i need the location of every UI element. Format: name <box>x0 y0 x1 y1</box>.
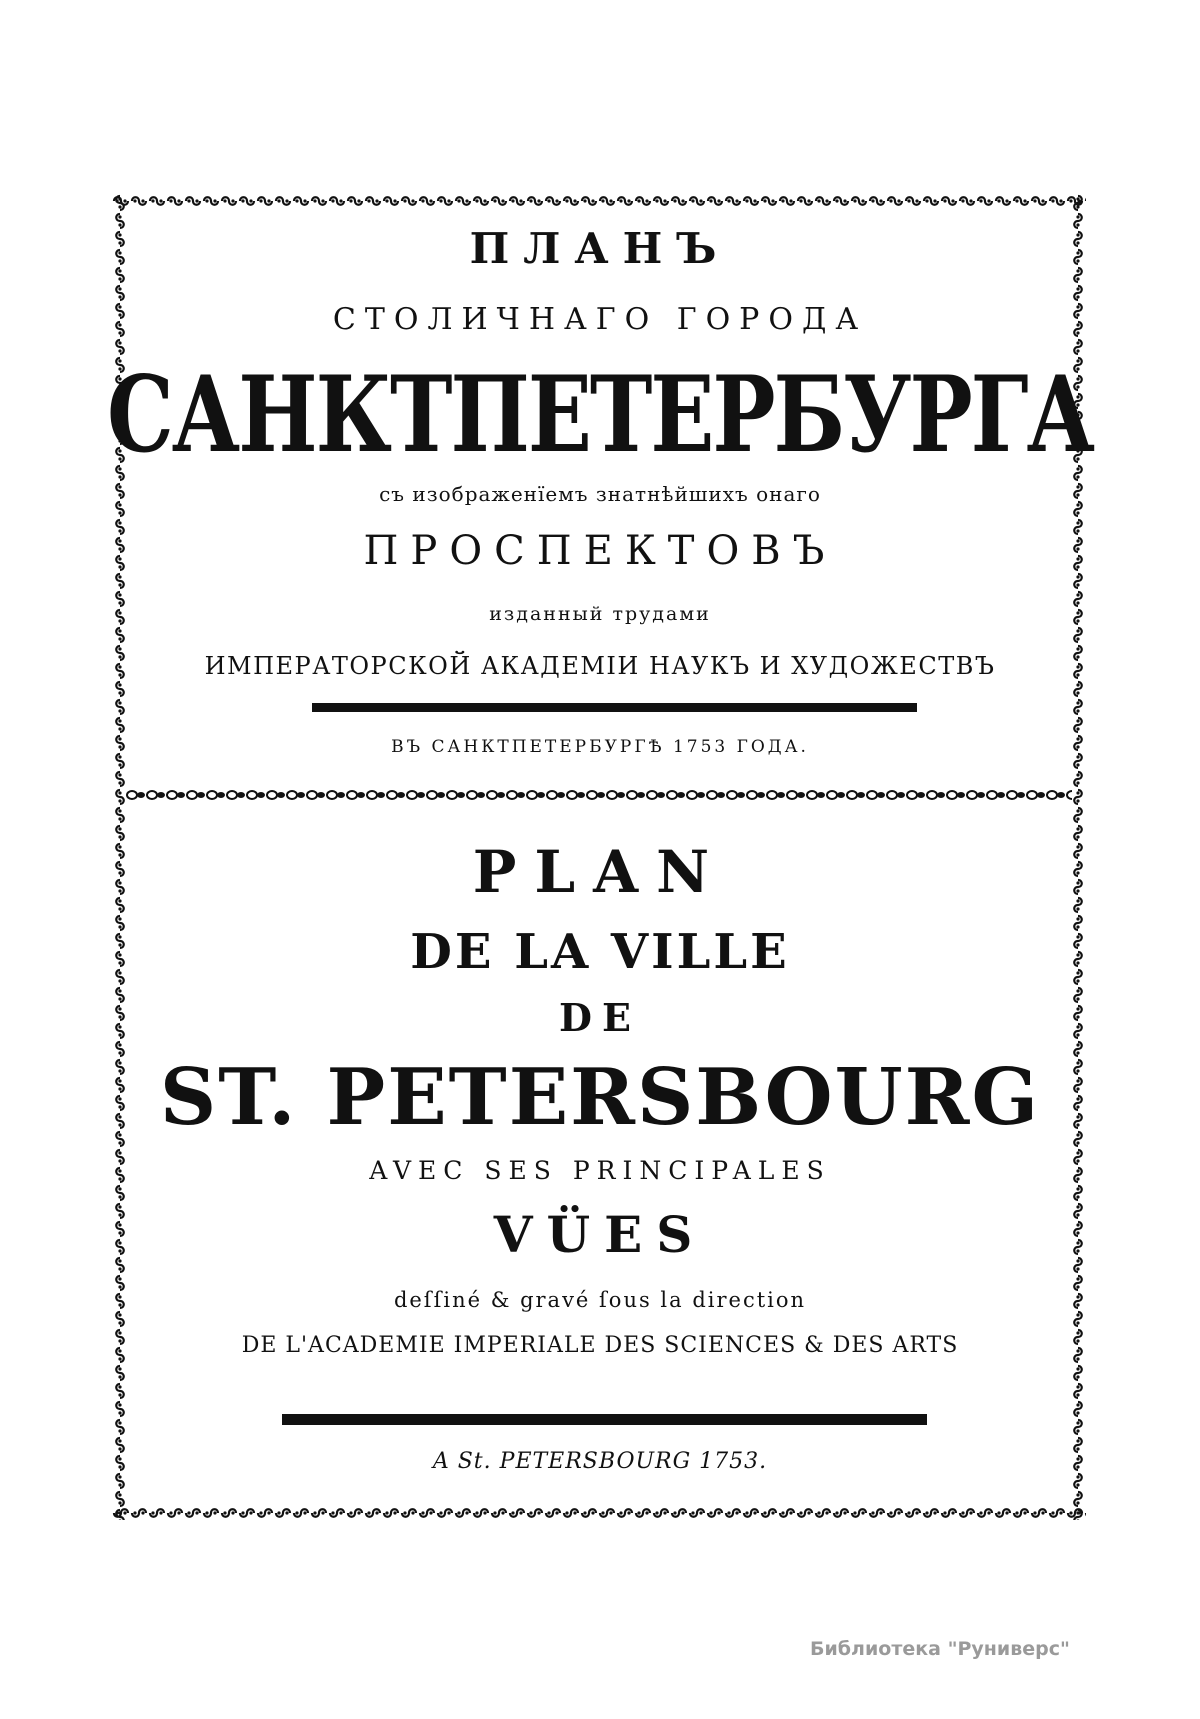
fr-imprint: A St. PETERSBOURG 1753. <box>432 1449 768 1474</box>
ru-with-images: съ изображенїемъ знатнѣйшихъ онаго <box>379 482 821 506</box>
fr-plan-heading: PLAN <box>472 838 728 906</box>
ru-divider-rule <box>312 703 917 712</box>
fr-de: DE <box>559 995 641 1040</box>
fr-vues: VÜES <box>493 1205 707 1264</box>
top-ornament-border <box>112 194 1086 208</box>
ru-city-name: САНКТПЕТЕРБУРГА <box>106 352 1094 476</box>
fr-dessine: deſſiné & gravé ſous la direction <box>393 1288 807 1312</box>
ru-imprint: ВЪ САНКТПЕТЕРБУРГѢ 1753 ГОДА. <box>391 737 809 757</box>
ru-prospects: ПРОСПЕКТОВЪ <box>363 528 837 574</box>
fr-academie: DE L'ACADEMIE IMPERIALE DES SCIENCES & DES ARTS <box>241 1333 959 1358</box>
fr-divider-rule <box>282 1414 927 1425</box>
fr-avec: AVEC SES PRINCIPALES <box>369 1156 831 1185</box>
ru-capital-city: СТОЛИЧНАГО ГОРОДА <box>332 302 868 337</box>
bottom-ornament-border <box>112 1506 1086 1520</box>
ru-academy: ИМПЕРАТОРСКОЙ АКАДЕМIИ НАУКЪ И ХУДОЖЕСТВЪ <box>204 652 996 680</box>
fr-de-la-ville: DE LA VILLE <box>410 924 790 980</box>
middle-ornament-divider <box>126 788 1072 802</box>
library-watermark: Библиотека "Руниверс" <box>810 1638 1070 1660</box>
ru-plan-heading: ПЛАНЪ <box>469 224 731 273</box>
ru-published-by: изданный трудами <box>489 603 711 625</box>
fr-city-name: ST. PETERSBOURG <box>159 1052 1041 1143</box>
